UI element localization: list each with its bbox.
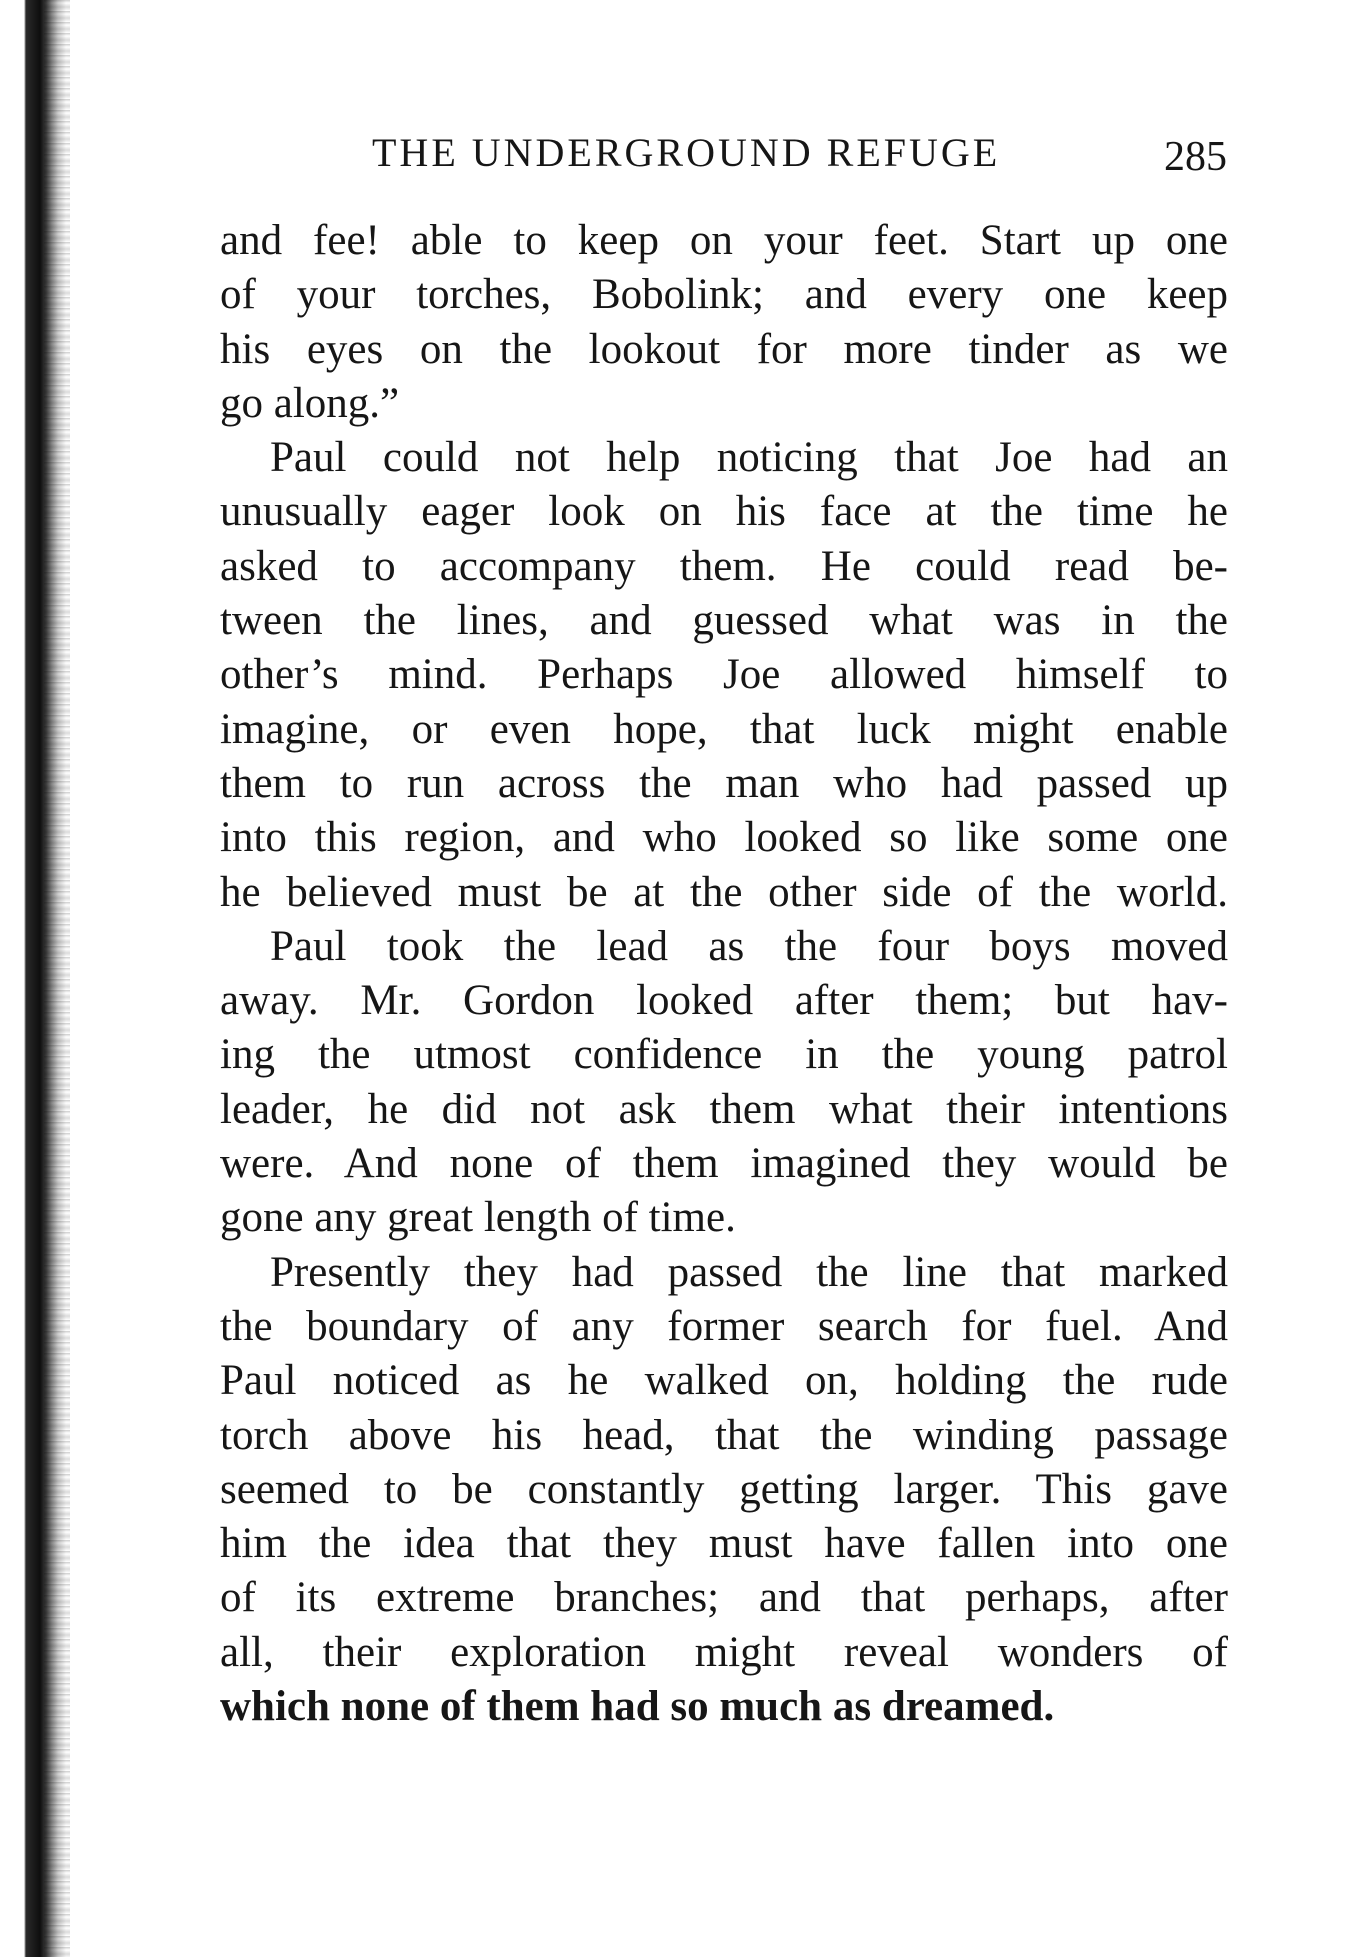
text-line: leader, he did not ask them what their intentions: [220, 1085, 1228, 1133]
text-line: gone any great length of time.: [220, 1194, 736, 1242]
text-line: his eyes on the lookout for more tinder as we: [220, 325, 1228, 373]
text-line: and fee! able to keep on your feet. Start up one: [220, 217, 1228, 264]
text-line: he believed must be at the other side of the world.: [220, 868, 1228, 916]
text-line: away. Mr. Gordon looked after them; but hav-: [220, 977, 1228, 1025]
running-title: THE UNDERGROUND REFUGE: [372, 130, 1001, 175]
text-line: imagine, or even hope, that luck might enable: [220, 705, 1228, 753]
text-line: ing the utmost confidence in the young patrol: [220, 1031, 1228, 1079]
text-line: torch above his head, that the winding passage: [220, 1411, 1228, 1459]
binding-shadow: [44, 0, 70, 1957]
paragraph: [220, 920, 1228, 1246]
text-line: of your torches, Bobolink; and every one keep: [220, 271, 1228, 319]
text-line: all, their exploration might reveal wonders of: [220, 1628, 1228, 1676]
text-line: seemed to be constantly getting larger. This gave: [220, 1465, 1228, 1513]
text-line: them to run across the man who had passed up: [220, 759, 1228, 807]
text-line: the boundary of any former search for fuel. And: [220, 1302, 1228, 1350]
text-line: other’s mind. Perhaps Joe allowed himself to: [220, 651, 1228, 699]
paragraph: [220, 1246, 1228, 1735]
body-text: [220, 214, 1228, 1734]
paragraph: [220, 214, 1228, 431]
text-line: Paul took the lead as the four boys moved: [270, 922, 1228, 970]
text-line: of its extreme branches; and that perhaps, after: [220, 1574, 1228, 1622]
running-head: [372, 128, 1227, 178]
text-line: into this region, and who looked so like some one: [220, 814, 1228, 862]
text-line: Paul could not help noticing that Joe had an: [270, 434, 1228, 482]
page-number: 285: [1164, 134, 1227, 180]
text-line: were. And none of them imagined they would be: [220, 1140, 1228, 1188]
text-line: tween the lines, and guessed what was in the: [220, 597, 1228, 645]
paragraph: [220, 431, 1228, 920]
text-line: Paul noticed as he walked on, holding the rude: [220, 1357, 1228, 1405]
text-line: unusually eager look on his face at the time he: [220, 488, 1228, 536]
text-line: go along.”: [220, 379, 400, 427]
text-line: Presently they had passed the line that marked: [270, 1248, 1228, 1296]
text-line: him the idea that they must have fallen into one: [220, 1520, 1228, 1568]
text-line: asked to accompany them. He could read be-: [220, 542, 1228, 590]
text-line: which none of them had so much as dreamed.: [220, 1683, 1055, 1731]
